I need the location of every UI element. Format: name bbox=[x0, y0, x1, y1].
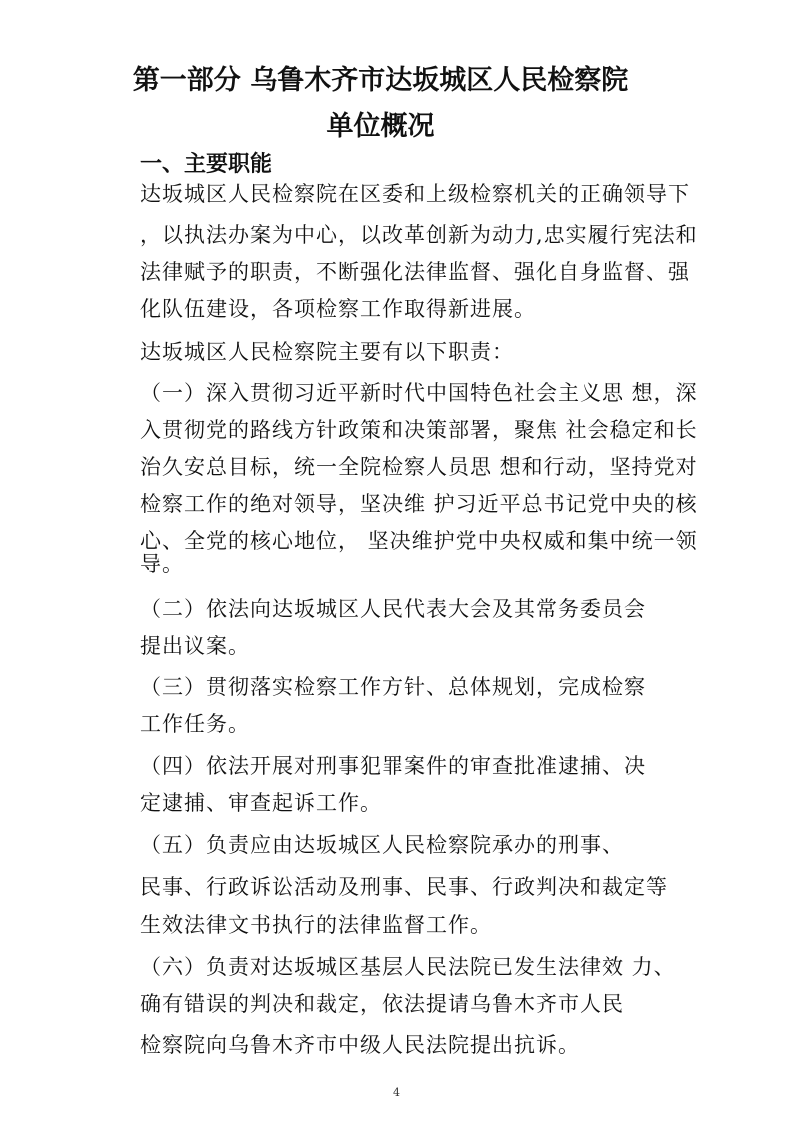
body-line: 化队伍建设，各项检察工作取得新进展。 bbox=[140, 297, 536, 321]
body-line: 入贯彻党的路线方针政策和决策部署，聚焦 社会稳定和长 bbox=[140, 418, 698, 442]
body-line: ，以执法办案为中心，以改革创新为动力,忠实履行宪法和 bbox=[140, 223, 698, 247]
body-line: 提出议案。 bbox=[140, 634, 250, 658]
body-line: 工作任务。 bbox=[140, 712, 250, 736]
document-title: 第一部分 乌鲁木齐市达坂城区人民检察院 bbox=[132, 65, 629, 96]
body-line: （一）深入贯彻习近平新时代中国特色社会主义思 想，深 bbox=[140, 381, 698, 405]
body-line: （五）负责应由达坂城区人民检察院承办的刑事、 bbox=[140, 833, 624, 857]
body-line: 达坂城区人民检察院主要有以下职责： bbox=[140, 340, 514, 364]
body-line: 检察院向乌鲁木齐市中级人民法院提出抗诉。 bbox=[140, 1033, 580, 1057]
body-line: 法律赋予的职责，不断强化法律监督、强化自身监督、强 bbox=[140, 260, 690, 284]
body-line: （四）依法开展对刑事犯罪案件的审查批准逮捕、决 bbox=[140, 754, 646, 778]
body-line: 检察工作的绝对领导，坚决维 护习近平总书记党中央的核 bbox=[140, 492, 698, 516]
body-line: 定逮捕、审查起诉工作。 bbox=[140, 791, 382, 815]
body-line: （三）贯彻落实检察工作方针、总体规划，完成检察 bbox=[140, 675, 646, 699]
body-line: 导。 bbox=[140, 552, 184, 576]
section-heading: 一、主要职能 bbox=[140, 152, 273, 177]
body-line: 民事、行政诉讼活动及刑事、民事、行政判决和裁定等 bbox=[140, 875, 668, 899]
document-subtitle: 单位概况 bbox=[326, 111, 435, 142]
body-line: （六）负责对达坂城区基层人民法院已发生法律效 力、 bbox=[140, 955, 676, 979]
body-line: 心、全党的核心地位， 坚决维护党中央权威和集中统一领 bbox=[140, 529, 698, 553]
body-line: 生效法律文书执行的法律监督工作。 bbox=[140, 913, 492, 937]
body-line: 确有错误的判决和裁定，依法提请乌鲁木齐市人民 bbox=[140, 992, 624, 1016]
body-line: （二）依法向达坂城区人民代表大会及其常务委员会 bbox=[140, 597, 646, 621]
body-line: 达坂城区人民检察院在区委和上级检察机关的正确领导下 bbox=[140, 182, 690, 206]
body-line: 治久安总目标，统一全院检察人员思 想和行动，坚持党对 bbox=[140, 455, 698, 479]
page-number: 4 bbox=[393, 1086, 400, 1099]
